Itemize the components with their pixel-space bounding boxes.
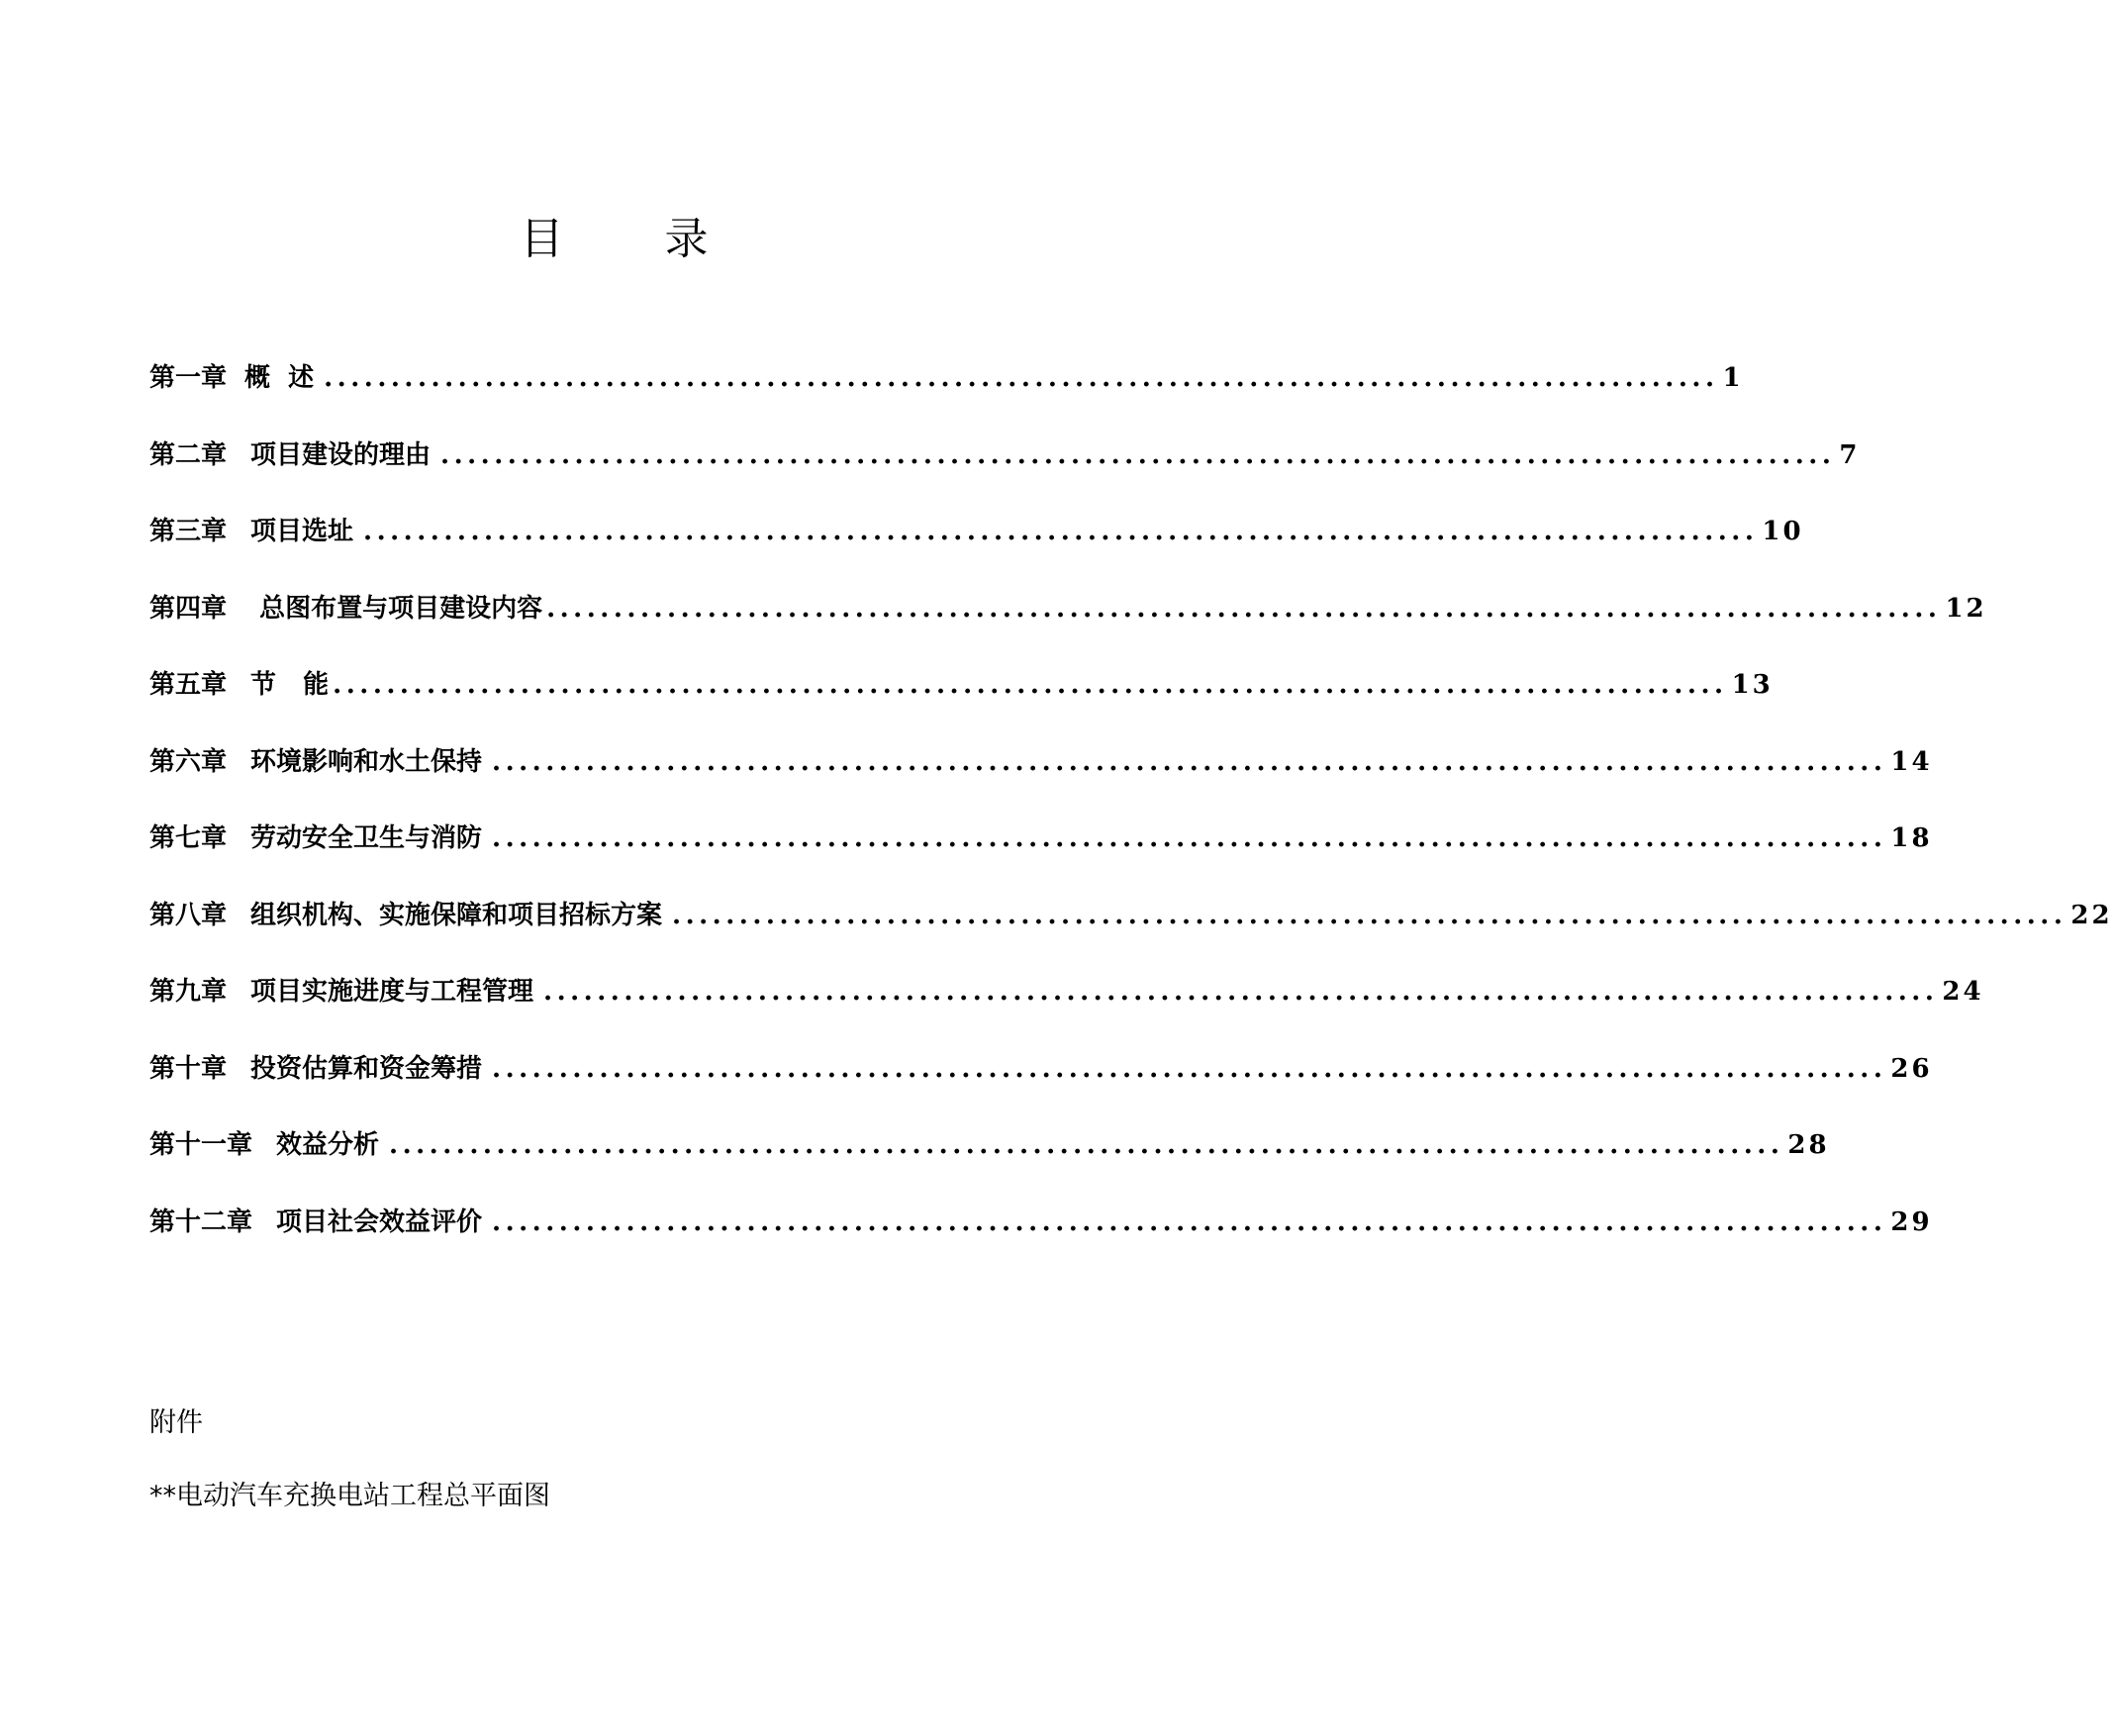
toc-chapter: 第一章 bbox=[149, 363, 228, 393]
toc-title: 项目建设的理由 bbox=[250, 439, 432, 470]
toc-leader: ........................................................................................................ bbox=[543, 977, 1939, 1007]
toc-page-number: 24 bbox=[1942, 977, 1984, 1007]
toc-leader: ........................................................................................................ bbox=[363, 517, 1759, 546]
toc-title: 投资估算和资金筹措 bbox=[250, 1053, 483, 1084]
toc-leader: ........................................................................................................ bbox=[546, 593, 1942, 624]
toc-chapter: 第十二章 bbox=[149, 1206, 253, 1237]
toc-entry-8[interactable] bbox=[149, 896, 2113, 973]
toc-title: 节 能 bbox=[250, 670, 330, 700]
toc-chapter: 第六章 bbox=[149, 746, 228, 777]
toc-title: 项目社会效益评价 bbox=[276, 1206, 483, 1237]
toc-page-number: 26 bbox=[1890, 1053, 1933, 1084]
toc-entry-9[interactable] bbox=[149, 972, 1984, 1049]
appendix-heading: 附件 bbox=[149, 1407, 203, 1438]
toc-leader: ........................................................................................................ bbox=[672, 900, 2067, 930]
toc-page-number: 1 bbox=[1722, 363, 1744, 393]
toc-chapter: 第十一章 bbox=[149, 1130, 253, 1160]
table-of-contents bbox=[149, 358, 2113, 1279]
toc-page-number: 12 bbox=[1945, 593, 1987, 624]
toc-chapter: 第三章 bbox=[149, 517, 228, 546]
toc-page-number: 22 bbox=[2070, 900, 2113, 930]
toc-page-number: 18 bbox=[1890, 823, 1933, 853]
toc-entry-10[interactable] bbox=[149, 1049, 1933, 1126]
toc-entry-3[interactable] bbox=[149, 512, 1804, 589]
toc-chapter: 第五章 bbox=[149, 670, 228, 700]
toc-title: 效益分析 bbox=[276, 1130, 380, 1160]
toc-chapter: 第四章 bbox=[149, 593, 228, 624]
toc-page-number: 28 bbox=[1787, 1130, 1830, 1160]
toc-title: 总图布置与项目建设内容 bbox=[250, 593, 543, 624]
toc-title: 概 述 bbox=[244, 363, 315, 393]
toc-page-number: 13 bbox=[1731, 670, 1774, 700]
toc-page-number: 14 bbox=[1890, 746, 1933, 777]
toc-chapter: 第二章 bbox=[149, 439, 228, 470]
appendix-item[interactable]: **电动汽车充换电站工程总平面图 bbox=[149, 1481, 550, 1511]
toc-leader: ........................................................................................................ bbox=[492, 823, 1887, 853]
toc-page-number: 29 bbox=[1890, 1206, 1933, 1237]
toc-chapter: 第八章 bbox=[149, 900, 228, 930]
toc-title: 劳动安全卫生与消防 bbox=[250, 823, 483, 853]
toc-leader: ........................................................................................................ bbox=[389, 1130, 1784, 1160]
toc-page-number: 10 bbox=[1762, 517, 1804, 546]
toc-title: 项目选址 bbox=[250, 517, 354, 546]
toc-page-number: 7 bbox=[1839, 439, 1861, 470]
toc-chapter: 第九章 bbox=[149, 977, 228, 1007]
toc-title: 项目实施进度与工程管理 bbox=[250, 977, 534, 1007]
toc-entry-5[interactable] bbox=[149, 665, 1774, 742]
toc-leader: ........................................................................................................ bbox=[440, 439, 1836, 470]
toc-chapter: 第十章 bbox=[149, 1053, 228, 1084]
toc-title: 组织机构、实施保障和项目招标方案 bbox=[250, 900, 663, 930]
page-title: 目 录 bbox=[520, 214, 752, 264]
toc-leader: ........................................................................................................ bbox=[492, 1053, 1887, 1084]
toc-entry-1[interactable] bbox=[149, 358, 1744, 435]
toc-leader: ........................................................................................................ bbox=[333, 670, 1728, 700]
toc-chapter: 第七章 bbox=[149, 823, 228, 853]
toc-entry-7[interactable] bbox=[149, 819, 1933, 896]
toc-entry-12[interactable] bbox=[149, 1203, 1933, 1280]
toc-leader: ........................................................................................................ bbox=[492, 1206, 1887, 1237]
toc-entry-6[interactable] bbox=[149, 742, 1933, 820]
toc-entry-2[interactable] bbox=[149, 435, 1861, 513]
toc-entry-4[interactable] bbox=[149, 589, 1987, 666]
toc-leader: ........................................................................................................ bbox=[324, 363, 1719, 393]
toc-leader: ........................................................................................................ bbox=[492, 746, 1887, 777]
toc-entry-11[interactable] bbox=[149, 1125, 1830, 1203]
toc-title: 环境影响和水土保持 bbox=[250, 746, 483, 777]
